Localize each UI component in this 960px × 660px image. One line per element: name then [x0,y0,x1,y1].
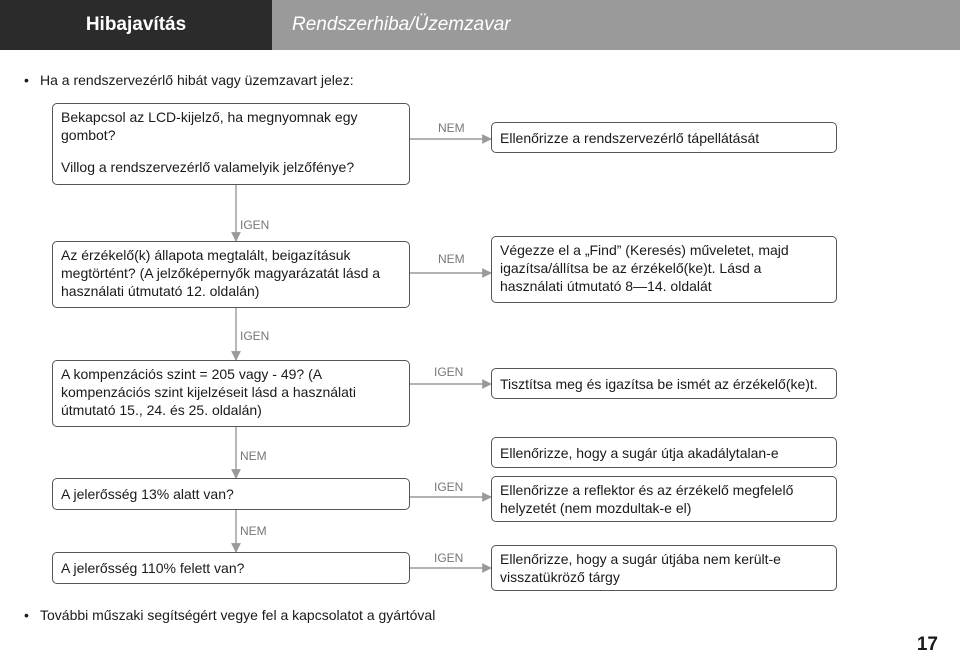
action-3-text: Tisztítsa meg és igazítsa be ismét az érzékelő(ke)t. [500,375,818,392]
question-1-line-2: Villog a rendszervezérlő valamelyik jelzőfénye? [61,159,355,175]
label-yes-4: IGEN [434,480,464,494]
action-box-2 [491,236,837,303]
label-no-1: NEM [438,121,465,135]
question-box-2 [52,241,410,308]
question-4-text: A jelerősség 13% alatt van? [61,486,234,502]
label-no-2: NEM [438,252,465,266]
section-title: Hibajavítás [0,0,272,50]
label-yes-5: IGEN [434,551,464,565]
action-box-6 [491,545,837,591]
question-box-5 [52,552,410,584]
footer-bullet [24,607,435,623]
action-2-text: Végezze el a „Find” (Keresés) műveletet, majd igazítsa/állítsa be az érzékelő(ke)t. Lásd a használati útmutató 8—14. oldalát [500,242,789,294]
page-number: 17 [916,634,938,655]
question-box-1 [52,103,410,185]
action-5-text: Ellenőrizze a reflektor és az érzékelő megfelelő helyzetét (nem mozdultak-e el) [500,482,794,516]
action-box-5 [491,476,837,522]
action-6-text: Ellenőrizze, hogy a sugár útjába nem került-e visszatükröző tárgy [500,551,781,585]
label-yes-1: IGEN [240,218,270,232]
bullet-icon: • [24,72,29,88]
question-2-text: Az érzékelő(k) állapota megtalált, beigazításuk megtörtént? (A jelzőképernyők magyarázatát lásd a használati útmutató 12. oldalán) [61,247,381,299]
page-title: Rendszerhiba/Üzemzavar [272,0,960,50]
label-no-3: NEM [240,449,267,463]
question-box-3 [52,360,410,427]
action-box-3 [491,368,837,399]
label-yes-2: IGEN [240,329,270,343]
question-5-text: A jelerősség 110% felett van? [61,560,245,576]
question-1-line-1: Bekapcsol az LCD-kijelző, ha megnyomnak egy gombot? [61,109,358,143]
action-4-text: Ellenőrizze, hogy a sugár útja akadálytalan-e [500,444,779,461]
intro-text: Ha a rendszervezérlő hibát vagy üzemzavart jelez: [40,72,354,88]
question-box-4 [52,478,410,510]
action-box-4 [491,437,837,468]
bullet-icon: • [24,607,29,623]
label-yes-3: IGEN [434,365,464,379]
label-no-4: NEM [240,524,267,538]
action-box-1 [491,122,837,153]
footer-text: További műszaki segítségért vegye fel a kapcsolatot a gyártóval [40,607,436,623]
action-1-text: Ellenőrizze a rendszervezérlő tápellátását [500,129,760,146]
question-3-text: A kompenzációs szint = 205 vagy - 49? (A kompenzációs szint kijelzéseit lásd a használati útmutató 15., 24. és 25. oldalán) [61,366,356,418]
